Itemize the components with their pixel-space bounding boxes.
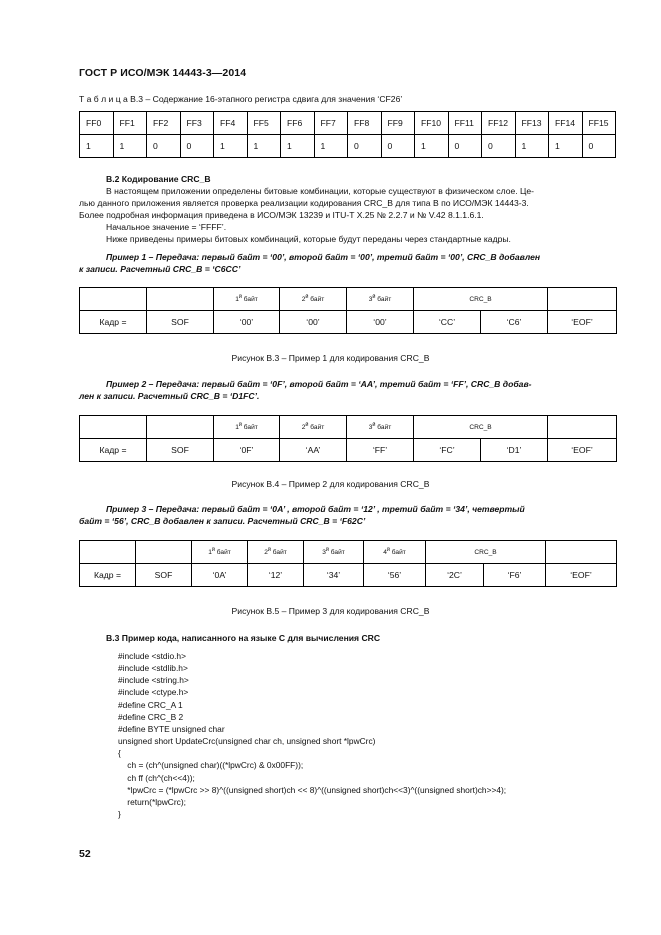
table-header-cell: FF3 — [180, 112, 214, 135]
table-cell: 1 — [247, 135, 281, 158]
crc-header: CRC_B — [414, 416, 548, 439]
table-cell: ‘C6’ — [481, 311, 548, 334]
table-header-cell: FF12 — [482, 112, 516, 135]
frame-label: Кадр = — [80, 311, 147, 334]
byte-header: $3^й$ байт — [304, 541, 364, 564]
paragraph-line: лью данного приложения является проверка реализации кодирования CRC_B для типа В по ИСО/МЭК 14443-3. — [79, 198, 529, 208]
table-header-cell: FF2 — [147, 112, 181, 135]
code-line: unsigned short UpdateCrc(unsigned char ch, unsigned short *lpwCrc) — [118, 736, 376, 747]
byte-header: $2^й$ байт — [248, 541, 304, 564]
table-cell: ‘56’ — [364, 564, 426, 587]
table-row — [80, 564, 617, 587]
table-cell: 1 — [515, 135, 549, 158]
page-number: 52 — [79, 848, 91, 860]
table-header-row — [80, 112, 616, 135]
code-line: #define CRC_B 2 — [118, 711, 184, 722]
table-cell: SOF — [147, 439, 214, 462]
crc-header: CRC_B — [414, 288, 548, 311]
table-header-cell: FF0 — [80, 112, 114, 135]
table-cell: 1 — [549, 135, 583, 158]
byte-header: $3^й$ байт — [347, 288, 414, 311]
table-cell: ‘34’ — [304, 564, 364, 587]
table-cell: ‘00’ — [347, 311, 414, 334]
table-row — [80, 439, 617, 462]
table-cell: ‘2C’ — [426, 564, 484, 587]
table-header-row — [80, 541, 617, 564]
table-cell: 1 — [281, 135, 315, 158]
table-cell: SOF — [136, 564, 192, 587]
frame-table — [79, 540, 617, 587]
paragraph-line: В настоящем приложении определены битовые комбинации, которые существуют в физическом слое. Це- — [106, 186, 535, 196]
byte-header: $1^й$ байт — [214, 288, 280, 311]
frame-label: Кадр = — [80, 439, 147, 462]
paragraph-line: Ниже приведены примеры битовых комбинаций, которые будут переданы через стандартные кадры. — [106, 234, 511, 244]
table-header-cell: FF14 — [549, 112, 583, 135]
code-line: #include <string.h> — [118, 675, 189, 686]
table-cell: 0 — [348, 135, 382, 158]
table-cell: ‘FC’ — [414, 439, 481, 462]
paragraph-line: Начальное значение = ‘FFFF’. — [106, 222, 227, 232]
table-cell: ‘0F’ — [214, 439, 280, 462]
table-cell: ‘EOF’ — [548, 439, 617, 462]
table-cell: SOF — [147, 311, 214, 334]
table-row — [80, 135, 616, 158]
table-cell: ‘00’ — [214, 311, 280, 334]
table-cell: ‘FF’ — [347, 439, 414, 462]
table-cell: ‘AA’ — [280, 439, 347, 462]
code-line: #include <stdlib.h> — [118, 663, 188, 674]
frame-table — [79, 287, 617, 334]
byte-header: $4^й$ байт — [364, 541, 426, 564]
table-cell: 0 — [482, 135, 516, 158]
table-cell: 1 — [113, 135, 147, 158]
table-cell: 0 — [147, 135, 181, 158]
table-header-cell: FF13 — [515, 112, 549, 135]
table-header-cell: FF4 — [214, 112, 248, 135]
table-caption: Т а б л и ц а В.3 – Содержание 16-этапного регистра сдвига для значения ‘CF26’ — [79, 94, 403, 104]
code-line: return(*lpwCrc); — [118, 796, 186, 807]
table-row — [80, 311, 617, 334]
table-header-cell: FF15 — [582, 112, 616, 135]
code-block — [118, 650, 506, 820]
document-header: ГОСТ Р ИСО/МЭК 14443-3—2014 — [79, 67, 247, 79]
section-title: В.3 Пример кода, написанного на языке С для вычисления CRC — [106, 633, 381, 643]
table-header-cell: FF5 — [247, 112, 281, 135]
paragraph-line: Более подробная информация приведена в ИСО/МЭК 13239 и ITU-T X.25 № 2.2.7 и № V.42 8.1.1.6.1. — [79, 210, 484, 220]
table-cell: ‘EOF’ — [548, 311, 617, 334]
table-header-cell: FF6 — [281, 112, 315, 135]
table-cell: ‘00’ — [280, 311, 347, 334]
table-cell: 1 — [80, 135, 114, 158]
table-header-cell: FF7 — [314, 112, 348, 135]
example-text: Пример 2 – Передача: первый байт = ‘0F’, второй байт = ‘AA’, третий байт = ‘FF’, CRC_B добав- — [106, 379, 532, 389]
example-text: Пример 3 – Передача: первый байт = ‘0A’ , второй байт = ‘12’ , третий байт = ‘34’, четвертый — [106, 504, 525, 514]
table-cell: 1 — [214, 135, 248, 158]
table-cell: 1 — [415, 135, 449, 158]
crc-header: CRC_B — [426, 541, 546, 564]
section-title: В.2 Кодирование CRC_B — [106, 174, 211, 184]
frame-table — [79, 415, 617, 462]
table-cell: ‘0A’ — [192, 564, 248, 587]
table-cell: ‘CC’ — [414, 311, 481, 334]
example-text: Пример 1 – Передача: первый байт = ‘00’, второй байт = ‘00’, третий байт = ‘00’, CRC_B добавлен — [106, 252, 541, 262]
code-line: #include <stdio.h> — [118, 651, 186, 661]
table-cell: ‘F6’ — [484, 564, 546, 587]
table-cell: 1 — [314, 135, 348, 158]
table-cell: 0 — [582, 135, 616, 158]
byte-header: $1^й$ байт — [214, 416, 280, 439]
table-header-cell: FF9 — [381, 112, 415, 135]
shift-register-table — [79, 111, 616, 158]
table-header-row — [80, 288, 617, 311]
code-line: *lpwCrc = (*lpwCrc >> 8)^((unsigned short)ch << 8)^((unsigned short)ch<<3)^((unsigned short)ch>>4); — [118, 784, 507, 795]
example-text: к записи. Расчетный CRC_B = ‘C6CC’ — [79, 264, 241, 274]
table-cell: ‘D1’ — [481, 439, 548, 462]
code-line: #define BYTE unsigned char — [118, 723, 225, 734]
byte-header: $3^й$ байт — [347, 416, 414, 439]
table-header-cell: FF10 — [415, 112, 449, 135]
table-cell: 0 — [448, 135, 482, 158]
frame-label: Кадр = — [80, 564, 136, 587]
byte-header: $2^й$ байт — [280, 288, 347, 311]
figure-caption: Рисунок В.3 – Пример 1 для кодирования CRC_B — [231, 353, 430, 363]
table-cell: 0 — [381, 135, 415, 158]
example-text: лен к записи. Расчетный CRC_B = ‘D1FC’. — [79, 391, 260, 401]
figure-caption: Рисунок В.4 – Пример 2 для кодирования CRC_B — [231, 479, 430, 489]
figure-caption: Рисунок В.5 – Пример 3 для кодирования CRC_B — [231, 606, 430, 616]
byte-header: $1^й$ байт — [192, 541, 248, 564]
table-header-row — [80, 416, 617, 439]
table-header-cell: FF1 — [113, 112, 147, 135]
code-line: #include <ctype.h> — [118, 687, 189, 698]
table-header-cell: FF8 — [348, 112, 382, 135]
code-line: #define CRC_A 1 — [118, 699, 183, 710]
code-line: ch ff (ch^(ch<<4)); — [118, 772, 195, 783]
table-cell: 0 — [180, 135, 214, 158]
code-line: } — [118, 809, 121, 820]
table-cell: ‘EOF’ — [546, 564, 617, 587]
code-line: { — [118, 748, 121, 759]
example-text: байт = ‘56’, CRC_B добавлен к записи. Расчетный CRC_B = ‘F62C’ — [79, 516, 366, 526]
table-cell: ‘12’ — [248, 564, 304, 587]
code-line: ch = (ch^(unsigned char)((*lpwCrc) & 0x00FF)); — [118, 760, 304, 771]
byte-header: $2^й$ байт — [280, 416, 347, 439]
table-header-cell: FF11 — [448, 112, 482, 135]
